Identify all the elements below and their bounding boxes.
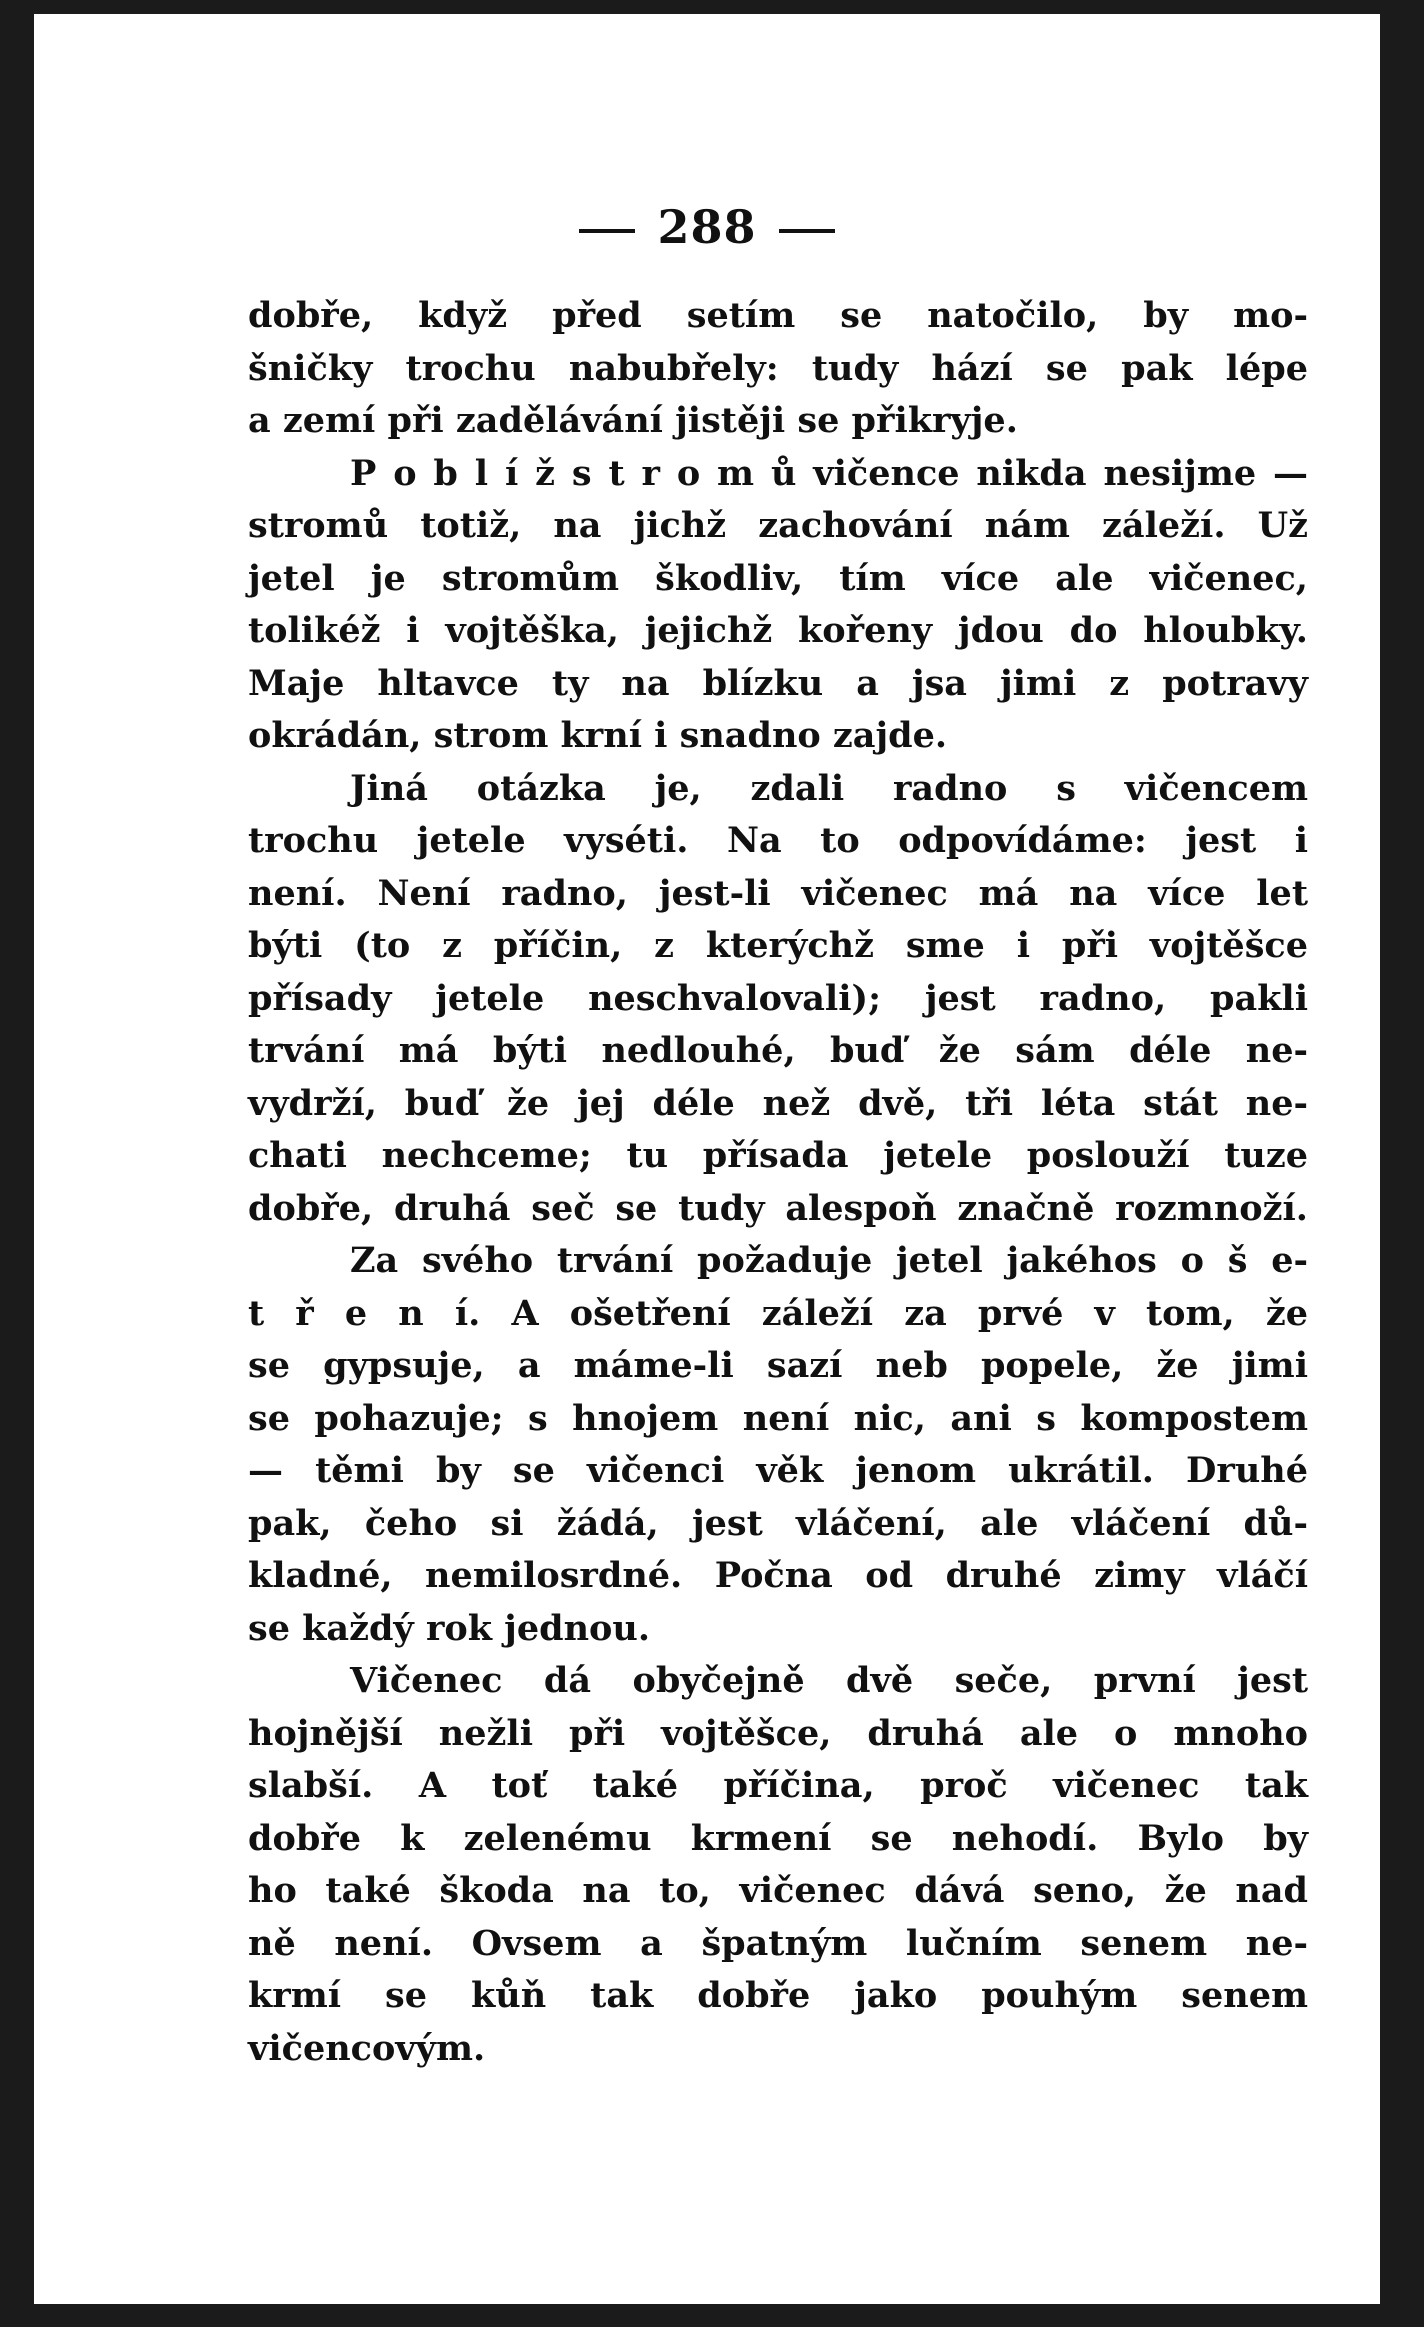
text-line: se pohazuje; s hnojem není nic, ani s kompostem xyxy=(248,1397,1308,1439)
text-line: se každý rok jednou. xyxy=(248,1607,651,1649)
text-line: vičencovým. xyxy=(248,2027,486,2069)
text-line: tolikéž i vojtěška, jejichž kořeny jdou do hloubky. xyxy=(248,610,1308,651)
text-line: a zemí při zadělávání jistěji se přikryje. xyxy=(248,400,1018,441)
page-number: 288 xyxy=(657,200,757,254)
text-line: Jiná otázka je, zdali radno s vičencem xyxy=(350,767,1308,809)
header-dash-left xyxy=(579,229,635,233)
text-line: dobře, druhá seč se tudy alespoň značně rozmnoží. xyxy=(248,1187,1308,1229)
text-line: Vičenec dá obyčejně dvě seče, první jest xyxy=(350,1660,1308,1701)
text-line: kladné, nemilosrdné. Počna od druhé zimy vláčí xyxy=(248,1555,1308,1596)
text-line: slabší. A toť také příčina, proč vičenec tak xyxy=(248,1765,1308,1806)
text-line: přísady jetele neschvalovali); jest radno, pakli xyxy=(248,977,1308,1019)
text-line: — těmi by se vičenci věk jenom ukrátil. Druhé xyxy=(248,1450,1308,1491)
header-dash-right xyxy=(779,229,835,233)
body-text xyxy=(248,290,1308,2075)
text-line: hojnější nežli při vojtěšce, druhá ale o mnoho xyxy=(248,1712,1308,1754)
text-line: býti (to z příčin, z kterýchž sme i při vojtěšce xyxy=(248,925,1308,966)
text-line: ně není. Ovsem a špatným lučním senem ne- xyxy=(248,1922,1308,1964)
text-line: pak, čeho si žádá, jest vláčení, ale vláčení dů- xyxy=(248,1502,1308,1544)
text-line: t ř e n í. A ošetření záleží za prvé v tom, že xyxy=(248,1292,1308,1334)
text-line: P o b l í ž s t r o m ů vičence nikda nesijme — xyxy=(350,452,1308,494)
text-line: dobře k zelenému krmení se nehodí. Bylo by xyxy=(248,1817,1308,1859)
text-line: trvání má býti nedlouhé, buď že sám déle ne- xyxy=(248,1030,1308,1071)
text-line: ho také škoda na to, vičenec dává seno, že nad xyxy=(248,1870,1308,1911)
text-line: jetel je stromům škodliv, tím více ale vičenec, xyxy=(248,557,1308,599)
book-page xyxy=(34,14,1380,2304)
text-line: chati nechceme; tu přísada jetele poslouží tuze xyxy=(248,1135,1308,1176)
text-line: se gypsuje, a máme-li sazí neb popele, že jimi xyxy=(248,1345,1308,1386)
text-line: Maje hltavce ty na blízku a jsa jimi z potravy xyxy=(248,662,1308,704)
text-line: stromů totiž, na jichž zachování nám záleží. Už xyxy=(248,505,1308,546)
text-line: okrádán, strom krní i snadno zajde. xyxy=(248,715,948,756)
text-line: šničky trochu nabubřely: tudy hází se pak lépe xyxy=(248,347,1308,389)
page-header xyxy=(34,200,1380,254)
text-line: vydrží, buď že jej déle než dvě, tři léta stát ne- xyxy=(248,1082,1308,1124)
text-line: Za svého trvání požaduje jetel jakéhos o š e- xyxy=(350,1240,1308,1281)
text-line: trochu jetele vyséti. Na to odpovídáme: jest i xyxy=(248,820,1308,861)
text-line: krmí se kůň tak dobře jako pouhým senem xyxy=(248,1975,1308,2016)
text-line: není. Není radno, jest-li vičenec má na více let xyxy=(248,872,1308,914)
text-line: dobře, když před setím se natočilo, by mo- xyxy=(248,295,1308,336)
